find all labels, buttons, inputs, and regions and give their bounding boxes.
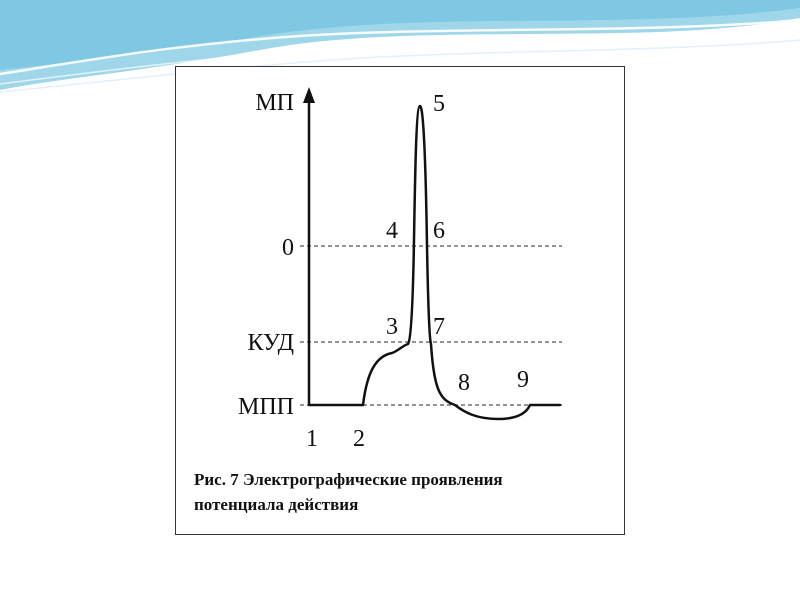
- point-label-1: 1: [306, 426, 318, 452]
- caption-line-2: потенциала действия: [194, 495, 359, 514]
- point-label-9: 9: [517, 367, 529, 393]
- point-label-8: 8: [458, 370, 470, 396]
- point-label-6: 6: [433, 218, 445, 244]
- zero-level-label: 0: [282, 235, 294, 261]
- y-axis-label: МП: [255, 90, 294, 116]
- point-label-2: 2: [353, 426, 365, 452]
- resting-level-label: МПП: [237, 394, 294, 420]
- point-label-5: 5: [433, 91, 445, 117]
- point-label-3: 3: [386, 314, 398, 340]
- threshold-level-label: КУД: [247, 330, 294, 356]
- point-label-7: 7: [433, 314, 445, 340]
- caption-line-1: Рис. 7 Электрографические проявления: [194, 470, 503, 489]
- point-label-4: 4: [386, 218, 398, 244]
- figure-caption: [194, 467, 614, 517]
- y-axis-arrowhead: [303, 87, 315, 103]
